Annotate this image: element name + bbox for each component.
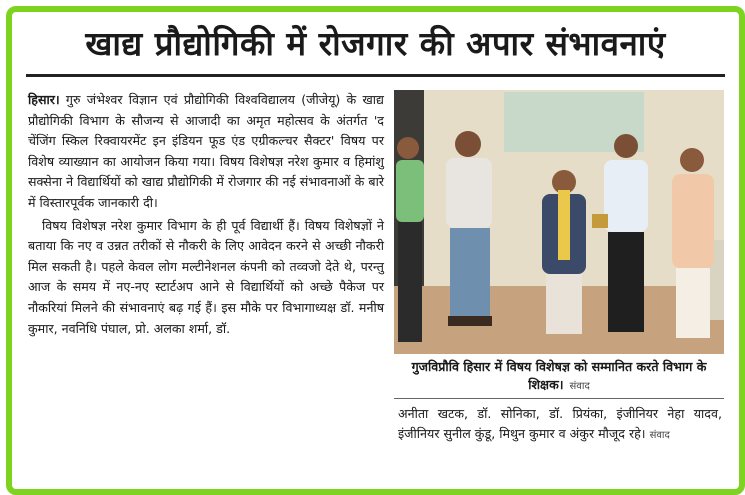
person-2	[446, 131, 492, 326]
dateline: हिसार।	[28, 92, 60, 107]
continuation-text: अनीता खटक, डॉ. सोनिका, डॉ. प्रियंका, इंजीनियर नेहा यादव, इंजीनियर सुनील कुंडू, मिथुन कुमार व अंकुर मौजूद रहे।	[398, 406, 722, 441]
article-paragraph-1	[28, 90, 384, 214]
continuation-credit: संवाद	[649, 430, 670, 441]
article-body	[28, 90, 384, 341]
person-3	[542, 170, 586, 334]
caption-rule	[394, 398, 724, 399]
article-frame	[6, 6, 745, 495]
caption-credit: संवाद	[569, 381, 590, 392]
article-continuation	[398, 404, 722, 446]
caption-text: गुजविप्रौवि हिसार में विषय विशेषज्ञ को सम्मानित करते विभाग के शिक्षक।	[411, 359, 707, 392]
article-paragraph-2: विषय विशेषज्ञ नरेश कुमार विभाग के ही पूर्व विद्यार्थी हैं। विषय विशेषज्ञों ने बताया कि नए व उन्नत तरीकों से नौकरी के लिए आवेदन करने से अच्छी नौकरी मिल सकती है। पहले केवल लोग मल्टीनेशनल कंपनी को तव्वजो देते थे, परन्तु आज के समय में नए-नए स्टार्टअप आने से विद्यार्थियों को अच्छे पैकेज पर नौकरियां मिलने की संभावनाएं बढ़ गई हैं। इस मौके पर विभागाध्यक्ष डॉ. मनीष कुमार, नवनिधि पंघाल, प्रो. अलका शर्मा, डॉ.	[28, 217, 384, 336]
photo-illustration	[394, 90, 724, 354]
headline: खाद्य प्रौद्योगिकी में रोजगार की अपार संभावनाएं	[85, 24, 666, 63]
paragraph-1-text: गुरु जंभेश्वर विज्ञान एवं प्रौद्योगिकी विश्वविद्यालय (जीजेयू) के खाद्य प्रौद्योगिकी विभाग के सौजन्य से आजादी का अमृत महोत्सव के अंतर्गत 'द चेंजिंग स्किल रिक्वायरमेंट इन इंडियन फूड एंड एग्रीकल्चर सैक्टर' विषय पर विशेष व्याख्यान का आयोजन किया गया। विषय विशेषज्ञ नरेश कुमार व हिमांशु सक्सेना ने विद्यार्थियों को खाद्य प्रौद्योगिकी में रोजगार की नई संभावनाओं के बारे में विस्तारपूर्वक जानकारी दी।	[28, 92, 384, 210]
person-1	[396, 137, 424, 342]
photo-caption	[394, 358, 724, 396]
person-5	[672, 148, 714, 338]
news-photo	[394, 90, 724, 354]
headline-rule	[26, 74, 725, 77]
